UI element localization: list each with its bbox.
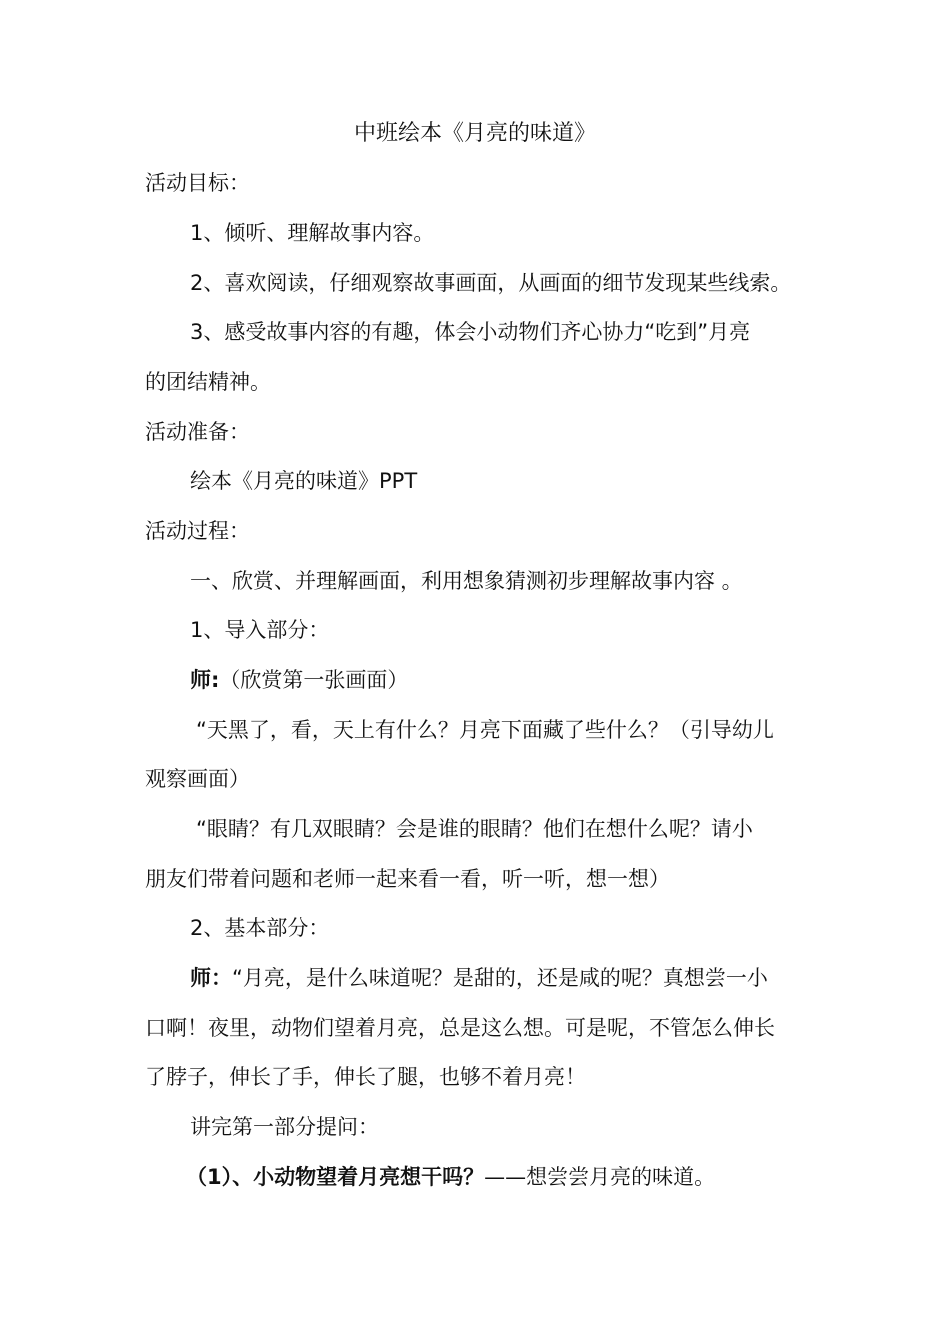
question-1 xyxy=(186,1159,715,1195)
document-title: 中班绘本《月亮的味道》 xyxy=(353,121,596,146)
objective-item-1: 1、倾听、理解故事内容。 xyxy=(190,221,435,245)
objective-item-3-line-2: 的团结精神。 xyxy=(145,370,271,394)
quote-2-line-1: “眼睛？有几双眼睛？会是谁的眼睛？他们在想什么呢？请小 xyxy=(196,817,753,841)
teacher-label: 师： xyxy=(190,966,232,990)
process-part-1: 一、欣赏、并理解画面，利用想象猜测初步理解故事内容 。 xyxy=(190,569,743,593)
teacher-line-2 xyxy=(190,960,768,996)
teacher-line-2-cont-2: 了脖子，伸长了手，伸长了腿，也够不着月亮！ xyxy=(145,1065,586,1089)
objective-item-2: 2、喜欢阅读，仔细观察故事画面，从画面的细节发现某些线索。 xyxy=(190,271,792,295)
after-part-1-heading: 讲完第一部分提问： xyxy=(190,1115,379,1139)
teacher-label: 师: xyxy=(190,668,220,692)
question-answer: ——想尝尝月亮的味道。 xyxy=(484,1165,716,1189)
process-basic-heading: 2、基本部分： xyxy=(190,916,330,940)
teacher-line-2-cont-1: 口啊！夜里，动物们望着月亮，总是这么想。可是呢，不管怎么伸长 xyxy=(145,1016,775,1040)
teacher-line-1 xyxy=(190,662,408,698)
preparation-material: 绘本《月亮的味道》PPT xyxy=(190,469,418,493)
process-heading: 活动过程： xyxy=(145,519,250,543)
question-label: （1）、小动物望着月亮想干吗？ xyxy=(186,1165,485,1189)
preparation-heading: 活动准备： xyxy=(145,420,250,444)
quote-1-line-1: “天黑了，看，天上有什么？月亮下面藏了些什么？（引导幼儿 xyxy=(196,718,774,742)
teacher-text: （欣赏第一张画面） xyxy=(219,668,409,692)
objective-item-3-line-1: 3、感受故事内容的有趣，体会小动物们齐心协力“吃到”月亮 xyxy=(190,320,751,344)
teacher-text: “月亮，是什么味道呢？是甜的，还是咸的呢？真想尝一小 xyxy=(232,966,768,990)
quote-2-line-2: 朋友们带着问题和老师一起来看一看，听一听，想一想） xyxy=(145,867,670,891)
objectives-heading: 活动目标： xyxy=(145,171,250,195)
process-intro-heading: 1、导入部分： xyxy=(190,618,330,642)
quote-1-line-2: 观察画面） xyxy=(145,767,250,791)
